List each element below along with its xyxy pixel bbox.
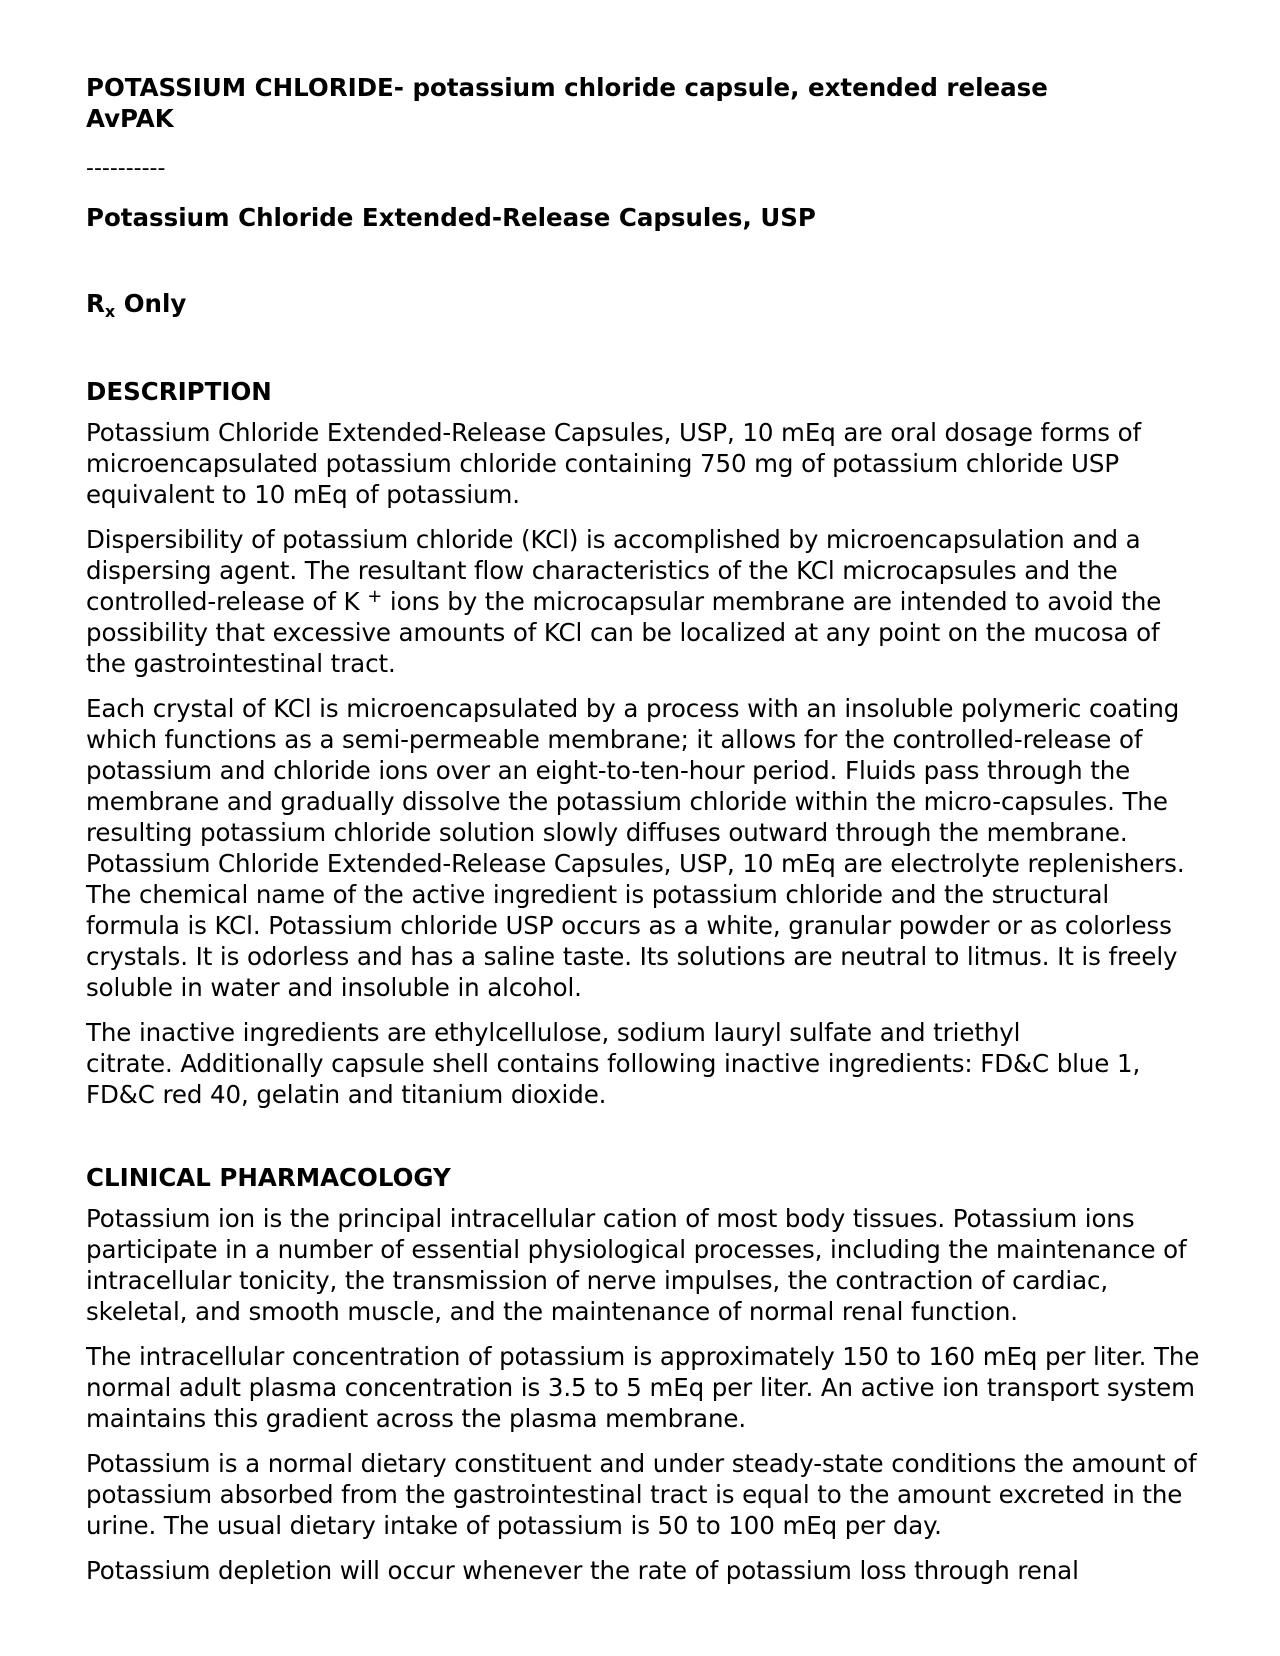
description-paragraph-3: Each crystal of KCl is microencapsulated by a process with an insoluble polymeric coating which functions as a semi-permeable membrane; it allows for the controlled-release of potassium and chloride ions over an eight-to-ten-hour period. Fluids pass through the membrane and gradually dissolve the potassium chloride within the micro-capsules. The resulting potassium chloride solution slowly diffuses outward through the membrane. Potassium Chloride Extended-Release Capsules, USP, 10 mEq are electrolyte replenishers. The chemical name of the active ingredient is potassium chloride and the structural formula is KCl. Potassium chloride USP occurs as a white, granular powder or as colorless crystals. It is odorless and has a saline taste. Its solutions are neutral to litmus. It is freely soluble in water and insoluble in alcohol.: [86, 694, 1185, 1002]
description-p2-text-after: ions by the microcapsular membrane are intended to avoid the possibility that excessive amounts of KCl can be localized at any point on the mucosa of the gastrointestinal tract.: [86, 587, 1162, 678]
product-subtitle: Potassium Chloride Extended-Release Capsules, USP: [86, 203, 816, 232]
title-line-1: POTASSIUM CHLORIDE- potassium chloride capsule, extended release: [86, 73, 1048, 102]
document-title: [86, 72, 1206, 134]
separator-line: ----------: [86, 156, 166, 181]
description-p4-rest: citrate. Additionally capsule shell contains following inactive ingredients: FD&C blue 1, FD&C red 40, gelatin and titanium dioxide.: [86, 1049, 1141, 1109]
clinical-paragraph-3: Potassium is a normal dietary constituent and under steady-state conditions the amount of potassium absorbed from the gastrointestinal tract is equal to the amount excreted in the urine. The usual dietary intake of potassium is 50 to 100 mEq per day.: [86, 1449, 1197, 1540]
clinical-pharmacology-heading: CLINICAL PHARMACOLOGY: [86, 1163, 451, 1192]
description-paragraph-2: [86, 524, 1206, 679]
rx-only-text: Only: [115, 289, 187, 318]
clinical-paragraph-4: Potassium depletion will occur whenever the rate of potassium loss through renal: [86, 1556, 1079, 1585]
clinical-paragraph-2: The intracellular concentration of potassium is approximately 150 to 160 mEq per liter. The normal adult plasma concentration is 3.5 to 5 mEq per liter. An active ion transport system maintains this gradient across the plasma membrane.: [86, 1342, 1200, 1433]
description-paragraph-1: Potassium Chloride Extended-Release Capsules, USP, 10 mEq are oral dosage forms of microencapsulated potassium chloride containing 750 mg of potassium chloride USP equivalent to 10 mEq of potassium.: [86, 418, 1142, 509]
description-heading: DESCRIPTION: [86, 377, 272, 406]
rx-r: R: [86, 289, 105, 318]
title-line-2: AvPAK: [86, 104, 174, 133]
document-page: [86, 72, 1206, 1586]
description-p2-text-before: Dispersibility of potassium chloride (KCl) is accomplished by microencapsulation and a dispersing agent. The resultant flow characteristics of the KCl microcapsules and the controlled-release of K: [86, 525, 1141, 616]
rx-x-subscript: x: [104, 302, 116, 321]
description-paragraph-4: [86, 1017, 1206, 1110]
clinical-paragraph-1: Potassium ion is the principal intracellular cation of most body tissues. Potassium ions participate in a number of essential physiological processes, including the maintenance of intracellular tonicity, the transmission of nerve impulses, the contraction of cardiac, skeletal, and smooth muscle, and the maintenance of normal renal function.: [86, 1204, 1187, 1326]
potassium-ion-superscript: +: [367, 586, 383, 607]
description-p4-line-1: The inactive ingredients are ethylcellulose, sodium lauryl sulfate and triethyl: [86, 1018, 1021, 1047]
rx-only-label: [86, 288, 1206, 319]
